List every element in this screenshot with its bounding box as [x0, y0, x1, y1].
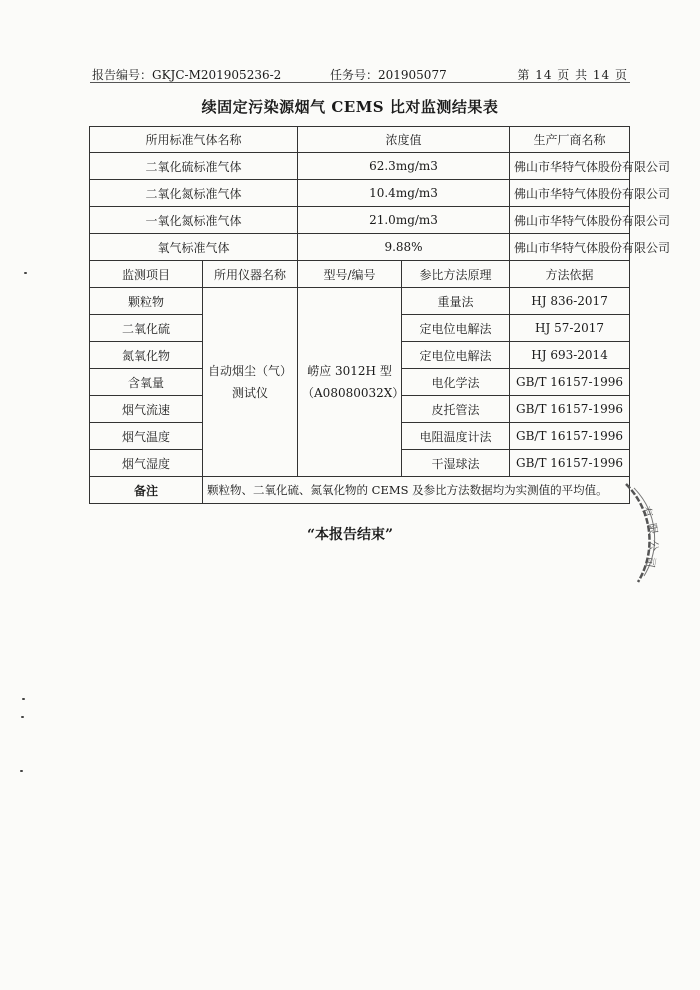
scan-speck — [21, 716, 24, 718]
gas-name: 二氧化硫标准气体 — [90, 153, 298, 180]
instrument-model — [298, 288, 405, 477]
gas-row — [90, 207, 630, 234]
method-basis: GB/T 16157-1996 — [510, 396, 630, 423]
gas-row — [90, 153, 630, 180]
method-basis: HJ 836-2017 — [510, 288, 630, 315]
cems-comparison-table — [89, 126, 671, 504]
monitoring-item: 烟气湿度 — [90, 450, 203, 477]
scan-speck — [20, 770, 23, 772]
svg-text:限: 限 — [645, 522, 660, 536]
gas-header-row — [90, 127, 630, 153]
gas-name: 二氧化氮标准气体 — [90, 180, 298, 207]
gas-col-manufacturer-header: 生产厂商名称 — [510, 127, 630, 153]
instrument-name-line: 测试仪 — [232, 386, 269, 400]
scan-speck — [24, 272, 27, 274]
method-basis: GB/T 16157-1996 — [510, 369, 630, 396]
method-basis: HJ 57-2017 — [510, 315, 630, 342]
task-number: 任务号：201905077 — [330, 68, 447, 82]
gas-manufacturer: 佛山市华特气体股份有限公司 — [510, 207, 630, 234]
report-number: 报告编号：GKJC-M201905236-2 — [92, 68, 282, 82]
method-col-item-header: 监测项目 — [90, 261, 203, 288]
method-col-instrument-header: 所用仪器名称 — [203, 261, 298, 288]
reference-principle: 电阻温度计法 — [402, 423, 510, 450]
reference-principle: 皮托管法 — [402, 396, 510, 423]
instrument-name — [203, 288, 298, 477]
reference-principle: 定电位电解法 — [402, 342, 510, 369]
svg-text:公: 公 — [647, 540, 660, 551]
method-basis: HJ 693-2014 — [510, 342, 630, 369]
method-basis: GB/T 16157-1996 — [510, 423, 630, 450]
gas-manufacturer: 佛山市华特气体股份有限公司 — [510, 180, 630, 207]
gas-row — [90, 234, 630, 261]
reference-principle: 电化学法 — [402, 369, 510, 396]
header-rule — [90, 82, 630, 83]
note-row — [90, 477, 630, 504]
page-number: 第 14 页 共 14 页 — [517, 68, 628, 82]
gas-row — [90, 180, 630, 207]
gas-concentration: 10.4mg/m3 — [298, 180, 510, 207]
monitoring-item: 烟气温度 — [90, 423, 203, 450]
gas-concentration: 62.3mg/m3 — [298, 153, 510, 180]
monitoring-item: 颗粒物 — [90, 288, 203, 315]
gas-col-name-header: 所用标准气体名称 — [90, 127, 298, 153]
reference-principle: 定电位电解法 — [402, 315, 510, 342]
gas-name: 氧气标准气体 — [90, 234, 298, 261]
method-basis: GB/T 16157-1996 — [510, 450, 630, 477]
reference-principle: 干湿球法 — [402, 450, 510, 477]
reference-principle: 重量法 — [402, 288, 510, 315]
end-of-report: “本报告结束” — [306, 527, 394, 543]
method-col-model-header: 型号/编号 — [298, 261, 402, 288]
document-title: 续固定污染源烟气 CEMS 比对监测结果表 — [201, 98, 499, 116]
scan-speck — [22, 698, 25, 700]
gas-concentration: 9.88% — [298, 234, 510, 261]
method-col-basis-header: 方法依据 — [510, 261, 630, 288]
monitoring-item: 氮氧化物 — [90, 342, 203, 369]
svg-text:司: 司 — [643, 555, 658, 569]
monitoring-item: 二氧化硫 — [90, 315, 203, 342]
gas-manufacturer: 佛山市华特气体股份有限公司 — [510, 234, 630, 261]
instrument-model-line: （A08080032X） — [302, 386, 405, 400]
page-header — [90, 64, 630, 84]
gas-concentration: 21.0mg/m3 — [298, 207, 510, 234]
instrument-model-line: 崂应 3012H 型 — [307, 364, 392, 378]
gas-col-concentration-header: 浓度值 — [298, 127, 510, 153]
note-label: 备注 — [90, 477, 203, 504]
instrument-name-line: 自动烟尘（气） — [208, 364, 293, 378]
monitoring-item: 烟气流速 — [90, 396, 203, 423]
gas-manufacturer: 佛山市华特气体股份有限公司 — [510, 153, 630, 180]
gas-name: 一氧化氮标准气体 — [90, 207, 298, 234]
method-col-principle-header: 参比方法原理 — [402, 261, 510, 288]
monitoring-item: 含氧量 — [90, 369, 203, 396]
method-header-row — [90, 261, 630, 288]
svg-text:有: 有 — [639, 504, 656, 520]
note-text: 颗粒物、二氧化硫、氮氧化物的 CEMS 及参比方法数据均为实测值的平均值。 — [203, 477, 630, 504]
method-row — [90, 288, 630, 315]
